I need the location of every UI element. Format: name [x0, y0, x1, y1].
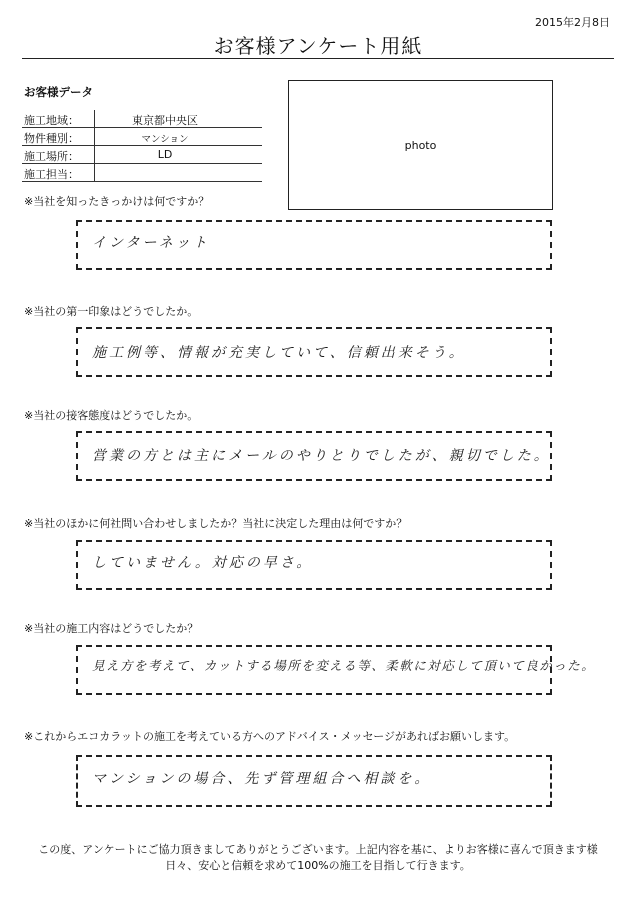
info-value: マンション: [141, 134, 189, 145]
survey-date: 2015年2月8日: [535, 16, 610, 29]
answer-2: 施工例等、情報が充実していて、信頼出来そう。: [92, 345, 466, 361]
info-row-property-type: [22, 128, 262, 146]
question-6: ※これからエコカラットの施工を考えている方へのアドバイス・メッセージがあればお願いします。: [24, 730, 516, 743]
answer-3: 営業の方とは主にメールのやりとりでしたが、親切でした。: [92, 448, 551, 464]
answer-5: 見え方を考えて、カットする場所を変える等、柔軟に対応して頂いて良かった。: [92, 658, 596, 673]
info-separator: [94, 164, 95, 181]
info-label: 物件種別：: [24, 132, 79, 145]
answer-6: マンションの場合、先ず管理組合へ相談を。: [92, 771, 432, 787]
title-divider: [22, 58, 614, 59]
question-4: ※当社のほかに何社問い合わせしましたか？当社に決定した理由は何ですか？: [24, 517, 408, 530]
question-5: ※当社の施工内容はどうでしたか？: [24, 622, 199, 635]
question-1: ※当社を知ったきっかけは何ですか？: [24, 195, 210, 208]
footer-line-2: 日々、安心と信頼を求めて100%の施工を目指して行きます。: [165, 859, 471, 872]
question-2: ※当社の第一印象はどうでしたか。: [24, 305, 199, 318]
info-separator: [94, 146, 95, 163]
question-3: ※当社の接客態度はどうでしたか。: [24, 409, 199, 422]
photo-label: photo: [404, 139, 437, 152]
info-row-area: [22, 110, 262, 128]
footer-line-1: この度、アンケートにご協力頂きましてありがとうございます。上記内容を基に、よりお客様に喜んで頂きます様: [38, 843, 598, 856]
info-separator: [94, 128, 95, 145]
page-title: お客様アンケート用紙: [213, 34, 423, 58]
info-label: 施工場所：: [24, 150, 79, 163]
info-row-staff: [22, 164, 262, 182]
answer-1: インターネット: [92, 235, 210, 251]
info-value: 東京都中央区: [132, 114, 198, 127]
info-value: LD: [157, 148, 173, 161]
info-row-location: [22, 146, 262, 164]
customer-data-heading: お客様データ: [24, 85, 93, 99]
info-separator: [94, 110, 95, 127]
answer-4: していません。対応の早さ。: [92, 555, 314, 571]
info-label: 施工地域：: [24, 114, 79, 127]
photo-placeholder: [288, 80, 553, 210]
info-label: 施工担当：: [24, 168, 79, 181]
